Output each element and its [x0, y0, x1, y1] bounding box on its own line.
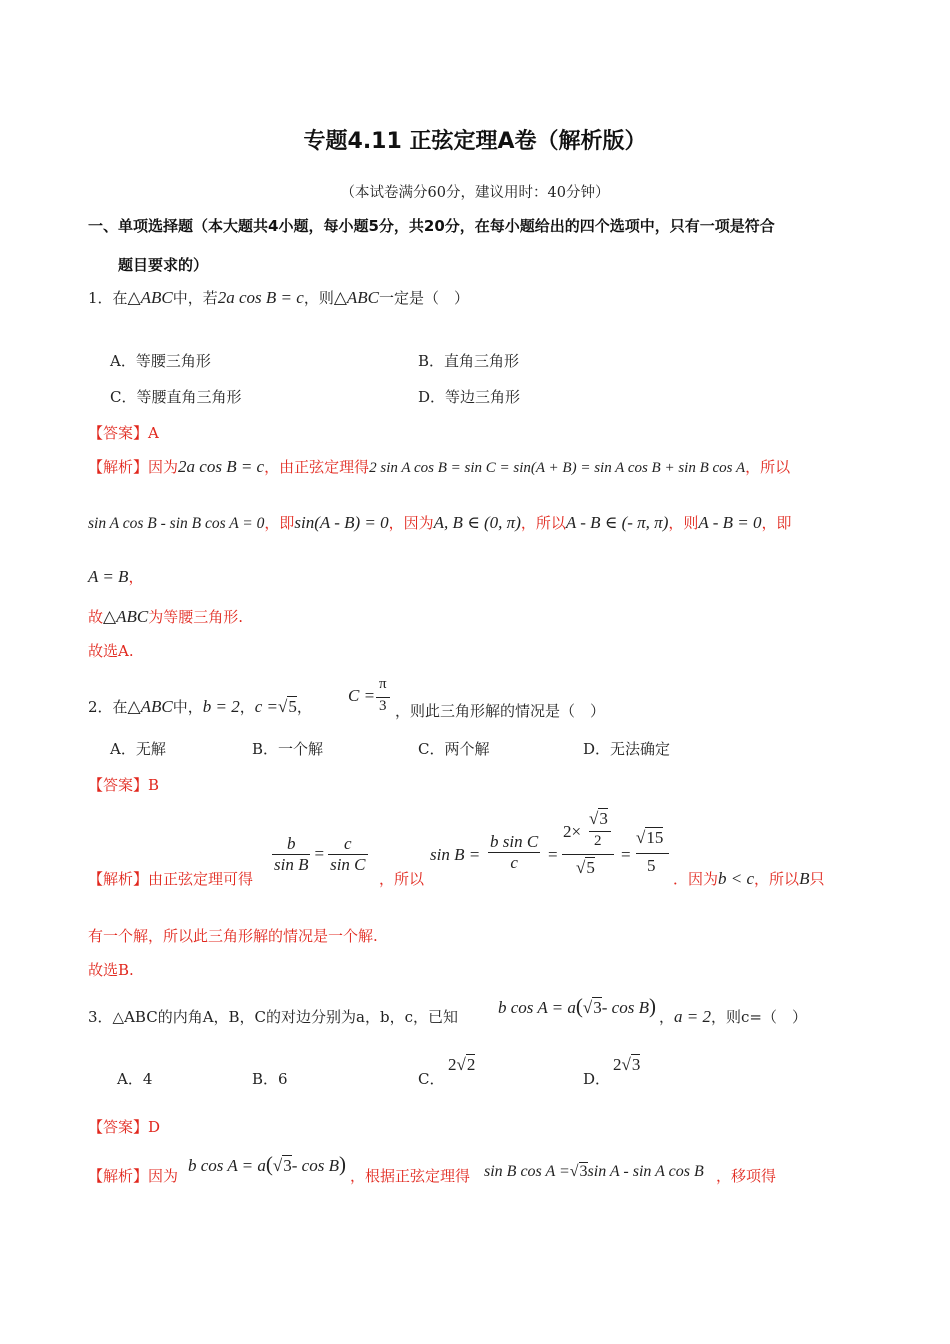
math-expression: 2 — [466, 1055, 476, 1074]
q3-analysis-equation: sin B cos A =√3sin A - sin A cos B — [484, 1163, 704, 1180]
math-expression: 3 — [283, 1156, 292, 1175]
math-expression: - cos B — [291, 1156, 339, 1175]
answer-value: D — [148, 1118, 161, 1136]
equals-sign: = — [548, 845, 558, 864]
q3-analysis-condition: b cos A = a(√3- cos B) — [188, 1152, 346, 1176]
triangle-abc: △ABC — [333, 288, 380, 307]
math-expression: 15 — [646, 828, 664, 847]
answer-value: A — [148, 424, 159, 442]
triangle-abc: △ABC — [127, 288, 173, 307]
q3-tail — [659, 1006, 807, 1027]
math-expression: sin A cos B - sin B cos A = 0 — [88, 515, 265, 532]
subtitle: （本试卷满分60分，建议用时：40分钟） — [340, 185, 610, 201]
q3-option-a: A．4 — [117, 1070, 153, 1088]
q3-condition: b cos A = a(√3- cos B) — [498, 994, 656, 1018]
q2-option-b: B．一个解 — [252, 740, 324, 758]
answer-value: B — [148, 776, 160, 794]
q1-analysis-line4 — [88, 606, 243, 627]
q1-text: 中，若 — [172, 289, 218, 307]
sqrt-sign: √5 — [576, 858, 595, 877]
fraction-numerator: b sin C — [490, 832, 539, 851]
math-expression: 2a cos B = c — [178, 457, 265, 476]
q3-answer — [88, 1116, 160, 1137]
answer-label: 【答案】 — [88, 1118, 149, 1136]
section-heading-line2: 题目要求的） — [118, 256, 209, 274]
analysis-label: 【解析】 — [88, 870, 149, 888]
fraction-denominator: sin C — [330, 855, 366, 874]
q3-option-c-value: 2√2 — [448, 1055, 476, 1074]
math-expression: b cos A = a — [188, 1156, 266, 1175]
q1-analysis-line2 — [88, 512, 792, 533]
triangle-abc: △ABC — [127, 697, 173, 716]
q2-sep: ， — [239, 698, 255, 716]
q1-text: ，则 — [303, 289, 334, 307]
analysis-text: 为等腰三角形. — [148, 608, 243, 626]
q2-option-a: A．无解 — [110, 740, 166, 758]
q1-text: 一定是（ ） — [379, 289, 470, 307]
answer-label: 【答案】 — [88, 776, 149, 794]
fraction-denominator: 3 — [379, 698, 387, 714]
analysis-text: ，所以 — [754, 870, 800, 888]
q2-text: 中， — [172, 698, 203, 716]
math-expression: B — [799, 869, 810, 888]
analysis-text: ，则 — [668, 514, 699, 532]
equals-sign: = — [621, 845, 631, 864]
q2-choice: 故选B. — [88, 961, 134, 979]
fraction-bar — [589, 831, 611, 832]
q3-option-b: B．6 — [252, 1070, 288, 1088]
math-expression: b cos A = a — [498, 998, 576, 1017]
q1-analysis-line1 — [88, 456, 790, 477]
analysis-text: 因为 — [148, 458, 179, 476]
analysis-label: 【解析】 — [88, 458, 149, 476]
q1-choice: 故选A. — [88, 642, 134, 660]
fraction-denominator: c — [510, 853, 518, 872]
q2-angle-c: C = — [348, 686, 376, 705]
math-expression: sin(A - B) = 0 — [294, 513, 389, 532]
q1-analysis-line3 — [88, 566, 143, 587]
page-title: 专题4.11 正弦定理A卷（解析版） — [303, 129, 647, 154]
analysis-text: 由正弦定理可得 — [148, 870, 254, 888]
math-expression: 3 — [631, 1055, 641, 1074]
math-expression: 5 — [288, 697, 297, 716]
analysis-text: ，即 — [761, 514, 792, 532]
math-expression: A, B ∈ (0, π) — [433, 513, 521, 532]
math-expression: 2× — [563, 822, 582, 841]
q2-analysis-line2: 有一个解，所以此三角形解的情况是一个解. — [88, 927, 378, 945]
q1-option-a: A．等腰三角形 — [110, 352, 211, 370]
q3-analysis-intro — [88, 1165, 178, 1186]
option-label: D． — [583, 1070, 611, 1088]
q2-sep: ， — [296, 698, 312, 716]
q2-option-d: D．无法确定 — [583, 740, 671, 758]
question-2 — [88, 696, 312, 717]
analysis-text: 故 — [88, 608, 104, 626]
math-expression: A = B — [88, 567, 129, 586]
q3-analysis-tail: ，移项得 — [716, 1167, 777, 1185]
math-expression: 2 — [448, 1055, 457, 1074]
math-expression: b < c — [718, 869, 755, 888]
math-expression: a = 2 — [674, 1007, 711, 1026]
q2-analysis-intro — [88, 868, 253, 889]
option-label: C． — [418, 1070, 445, 1088]
q1-answer — [88, 422, 159, 443]
math-expression: 3 — [599, 809, 608, 828]
q2-tail: ，则此三角形解的情况是（ ） — [395, 702, 606, 720]
sqrt-sign: √15 — [636, 828, 664, 847]
math-expression: 2 — [613, 1055, 622, 1074]
q1-option-c: C．等腰直角三角形 — [110, 388, 242, 406]
math-expression: A - B = 0 — [698, 513, 762, 532]
q2-number: 2．在 — [88, 698, 128, 716]
math-expression: sin A - sin A cos B — [587, 1163, 704, 1180]
q1-number: 1．在 — [88, 289, 128, 307]
triangle-abc: △ABC — [103, 607, 149, 626]
analysis-text: ．因为 — [673, 870, 719, 888]
math-expression: c = — [254, 697, 279, 716]
analysis-text: ，所以 — [745, 458, 791, 476]
q2-option-c: C．两个解 — [418, 740, 490, 758]
q3-analysis-text: ，根据正弦定理得 — [350, 1167, 471, 1185]
analysis-text: ，即 — [264, 514, 295, 532]
sqrt-sign: √ — [278, 697, 288, 716]
fraction-bsinc-over-c — [488, 832, 540, 873]
analysis-text: 因为 — [148, 1167, 179, 1185]
q1-option-d: D．等边三角形 — [418, 388, 521, 406]
question-3 — [88, 1006, 458, 1027]
analysis-text: ，所以 — [520, 514, 566, 532]
math-expression: 5 — [586, 858, 595, 877]
q1-option-b: B．直角三角形 — [418, 352, 520, 370]
sqrt-sign: √3 — [589, 809, 608, 828]
q3-option-c — [418, 1068, 444, 1089]
math-expression: sin B = — [430, 845, 481, 864]
section-heading-line1: 一、单项选择题（本大题共4小题，每小题5分，共20分，在每小题给出的四个选项中，只有一项是符合 — [88, 217, 775, 235]
q2-answer — [88, 774, 159, 795]
analysis-text: ，所以 — [379, 870, 425, 888]
analysis-label: 【解析】 — [88, 1167, 149, 1185]
q3-text: 3．△ABC的内角A，B，C的对边分别为a，b，c，已知 — [88, 1008, 458, 1026]
fraction-bar — [636, 853, 669, 854]
analysis-text: ， — [128, 568, 144, 586]
q2-analysis-tail — [673, 868, 824, 889]
fraction-numerator: c — [328, 834, 367, 855]
fraction-bar — [562, 854, 614, 855]
math-expression: - cos B — [601, 998, 649, 1017]
law-of-sines-fraction: $\frac{b}{\text{sin B}}$ = $\frac{c}{\text{sin C}}$ — [274, 834, 366, 874]
analysis-text: ，由正弦定理得 — [264, 458, 370, 476]
q3-option-d-value: 2√3 — [613, 1055, 641, 1074]
fraction-denominator: 2 — [594, 833, 602, 849]
q3-option-d — [583, 1068, 610, 1089]
answer-label: 【答案】 — [88, 424, 149, 442]
math-expression: A - B ∈ (- π, π) — [565, 513, 669, 532]
question-1 — [88, 287, 469, 308]
q3-text: ，则c=（ ） — [711, 1008, 807, 1026]
math-expression: sin B cos A = — [484, 1163, 570, 1180]
math-expression: 3 — [579, 1163, 588, 1180]
math-expression: 3 — [593, 998, 602, 1017]
q1-condition: 2a cos B = c — [217, 288, 304, 307]
analysis-text: ，因为 — [388, 514, 434, 532]
fraction-denominator: 5 — [647, 856, 656, 875]
pi-numerator: π — [379, 676, 387, 692]
fraction-numerator: b — [272, 834, 310, 855]
math-expression: b = 2 — [202, 697, 240, 716]
q3-text: ， — [659, 1008, 675, 1026]
analysis-text: 只 — [809, 870, 825, 888]
fraction-denominator: sin B — [274, 855, 309, 874]
math-expression: 2 sin A cos B = sin C = sin(A + B) = sin A cos B + sin B cos A — [369, 460, 746, 476]
